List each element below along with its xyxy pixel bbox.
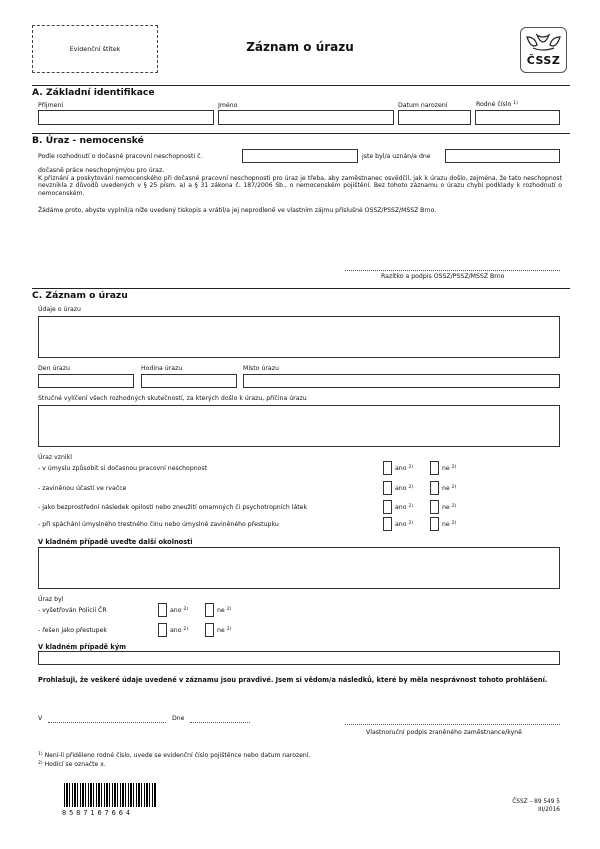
date-sign-line[interactable] — [190, 722, 250, 723]
injury-arose-label: Úraz vznikl — [38, 454, 72, 461]
barcode-digits: 8 5 8 7 1 6 7 6 6 4 — [62, 809, 131, 817]
yes-label: ano $^{2)}$ — [395, 521, 414, 528]
further-circumstances-label: V kladném případě uveďte další okolnosti — [38, 538, 193, 546]
evidence-label-box — [32, 25, 158, 73]
declaration-text: Prohlašuji, že veškeré údaje uvedené v záznamu jsou pravdivé. Jsem si vědom/a následků, které by měla nesprávnost tohoto prohlášení. — [38, 676, 548, 684]
cause-fight-yes-checkbox[interactable] — [383, 481, 392, 495]
no-label: ne $^{2)}$ — [442, 465, 457, 472]
cause-fight: - zaviněnou účastí ve rvačce — [38, 485, 127, 492]
footnote-1: $^{1)}$ Není-li přiděleno rodné číslo, uvede se evidenční číslo pojištěnce nebo datum narození. — [38, 752, 311, 759]
form-code: ČSSZ – 89 549 5 — [512, 799, 560, 805]
place-sign-label: V — [38, 715, 43, 722]
by-whom-field[interactable] — [38, 651, 560, 665]
section-c-heading: C. Záznam o úrazu — [32, 288, 570, 301]
name-field[interactable] — [218, 110, 394, 125]
birthdate-label: Datum narození — [398, 102, 448, 109]
signature-line[interactable] — [345, 724, 560, 725]
cause-intoxication-yes-checkbox[interactable] — [383, 500, 392, 514]
no-label: ne $^{2)}$ — [442, 504, 457, 511]
surname-label: Příjmení — [38, 102, 64, 109]
stamp-signature-line — [345, 270, 560, 271]
injury-info-label: Údaje o úrazu — [38, 306, 81, 313]
no-label: ne $^{2)}$ — [217, 607, 232, 614]
yes-label: ano $^{2)}$ — [395, 485, 414, 492]
yes-label: ano $^{2)}$ — [170, 607, 189, 614]
description-field[interactable] — [38, 405, 560, 447]
yes-label: ano $^{2)}$ — [395, 465, 414, 472]
stamp-label: Razítko a podpis OSSZ/PSSZ/MSSZ Brno — [381, 273, 505, 280]
offence-label: - řešen jako přestupek — [38, 627, 107, 634]
form-version: III/2016 — [538, 807, 560, 813]
injury-info-field[interactable] — [38, 316, 560, 358]
place-sign-line[interactable] — [48, 722, 166, 723]
birthnum-label: Rodné číslo $^{1)}$ — [476, 101, 518, 108]
day-label: Den úrazu — [38, 365, 70, 372]
birthnum-field[interactable] — [475, 110, 560, 125]
date-sign-label: Dne — [172, 715, 185, 722]
section-b-heading: B. Úraz - nemocenské — [32, 133, 570, 146]
cause-crime: - při spáchání úmyslného trestného činu nebo úmyslně zaviněného přestupku — [38, 521, 279, 528]
hour-label: Hodina úrazu — [141, 365, 183, 372]
cause-crime-no-checkbox[interactable] — [430, 517, 439, 531]
police-yes-checkbox[interactable] — [158, 603, 167, 617]
no-label: ne $^{2)}$ — [442, 521, 457, 528]
evidence-label-text: Evidenční štítek — [69, 45, 121, 53]
decision-number-field[interactable] — [242, 149, 358, 163]
description-label: Stručné vylíčení všech rozhodných skutečností, za kterých došlo k úrazu, příčina úrazu — [38, 395, 307, 402]
signature-label: Vlastnoruční podpis zraněného zaměstnance/kyně — [366, 729, 522, 736]
by-whom-label: V kladném případě kým — [38, 643, 126, 651]
request-paragraph: Žádáme proto, abyste vyplnil/a níže uvedený tiskopis a vrátil/a jej neprodleně ve vlastním zájmu příslušné OSSZ/PSSZ/MSSZ Brno. — [38, 207, 437, 214]
cause-fight-no-checkbox[interactable] — [430, 481, 439, 495]
page-title: Záznam o úrazu — [246, 40, 354, 54]
legal-paragraph: K přiznání a poskytování nemocenského při dočasné pracovní neschopnosti pro úraz je třeba, aby zaměstnanec osvědčil, jak k úrazu došlo, zejména, že tato neschopnost nevznikla z důvodů uvedených v § 25 písm. a) a § 31 zákona č. 187/2006 Sb., o nemocenském pojištění. Bez tohoto záznamu o úrazu chybí podklady k rozhodnutí o nemocenském. — [38, 175, 562, 197]
recognized-text: jste byl/a uznán/a dne — [362, 153, 431, 160]
yes-label: ano $^{2)}$ — [170, 627, 189, 634]
no-label: ne $^{2)}$ — [442, 485, 457, 492]
place-label: Místo úrazu — [243, 365, 279, 372]
cause-crime-yes-checkbox[interactable] — [383, 517, 392, 531]
cssz-logo — [520, 27, 567, 73]
leaf-emblem-icon — [521, 31, 566, 53]
barcode — [64, 783, 156, 807]
cause-intoxication: - jako bezprostřední následek opilosti nebo zneužití omamných či psychotropních látek — [38, 504, 308, 511]
logo-text: ČSSZ — [526, 54, 561, 67]
no-label: ne $^{2)}$ — [217, 627, 232, 634]
footnote-2: $^{2)}$ Hodící se označte x. — [38, 761, 106, 768]
incapacity-text: dočasně práce neschopným/ou pro úraz. — [38, 167, 165, 174]
further-circumstances-field[interactable] — [38, 547, 560, 589]
birthdate-field[interactable] — [398, 110, 471, 125]
cause-intoxication-no-checkbox[interactable] — [430, 500, 439, 514]
section-a-heading: A. Základní identifikace — [32, 85, 570, 98]
place-field[interactable] — [243, 374, 560, 388]
name-label: Jméno — [218, 102, 238, 109]
offence-no-checkbox[interactable] — [205, 623, 214, 637]
hour-field[interactable] — [141, 374, 237, 388]
offence-yes-checkbox[interactable] — [158, 623, 167, 637]
cause-intent-no-checkbox[interactable] — [430, 461, 439, 475]
recognized-date-field[interactable] — [445, 149, 560, 163]
injury-was-label: Úraz byl — [38, 596, 64, 603]
cause-intent-yes-checkbox[interactable] — [383, 461, 392, 475]
police-no-checkbox[interactable] — [205, 603, 214, 617]
police-label: - vyšetřován Policií ČR — [38, 607, 107, 614]
decision-text: Podle rozhodnutí o dočasné pracovní neschopnosti č. — [38, 153, 203, 160]
surname-field[interactable] — [38, 110, 214, 125]
day-field[interactable] — [38, 374, 134, 388]
cause-intent: - v úmyslu způsobit si dočasnou pracovní neschopnost — [38, 465, 208, 472]
yes-label: ano $^{2)}$ — [395, 504, 414, 511]
